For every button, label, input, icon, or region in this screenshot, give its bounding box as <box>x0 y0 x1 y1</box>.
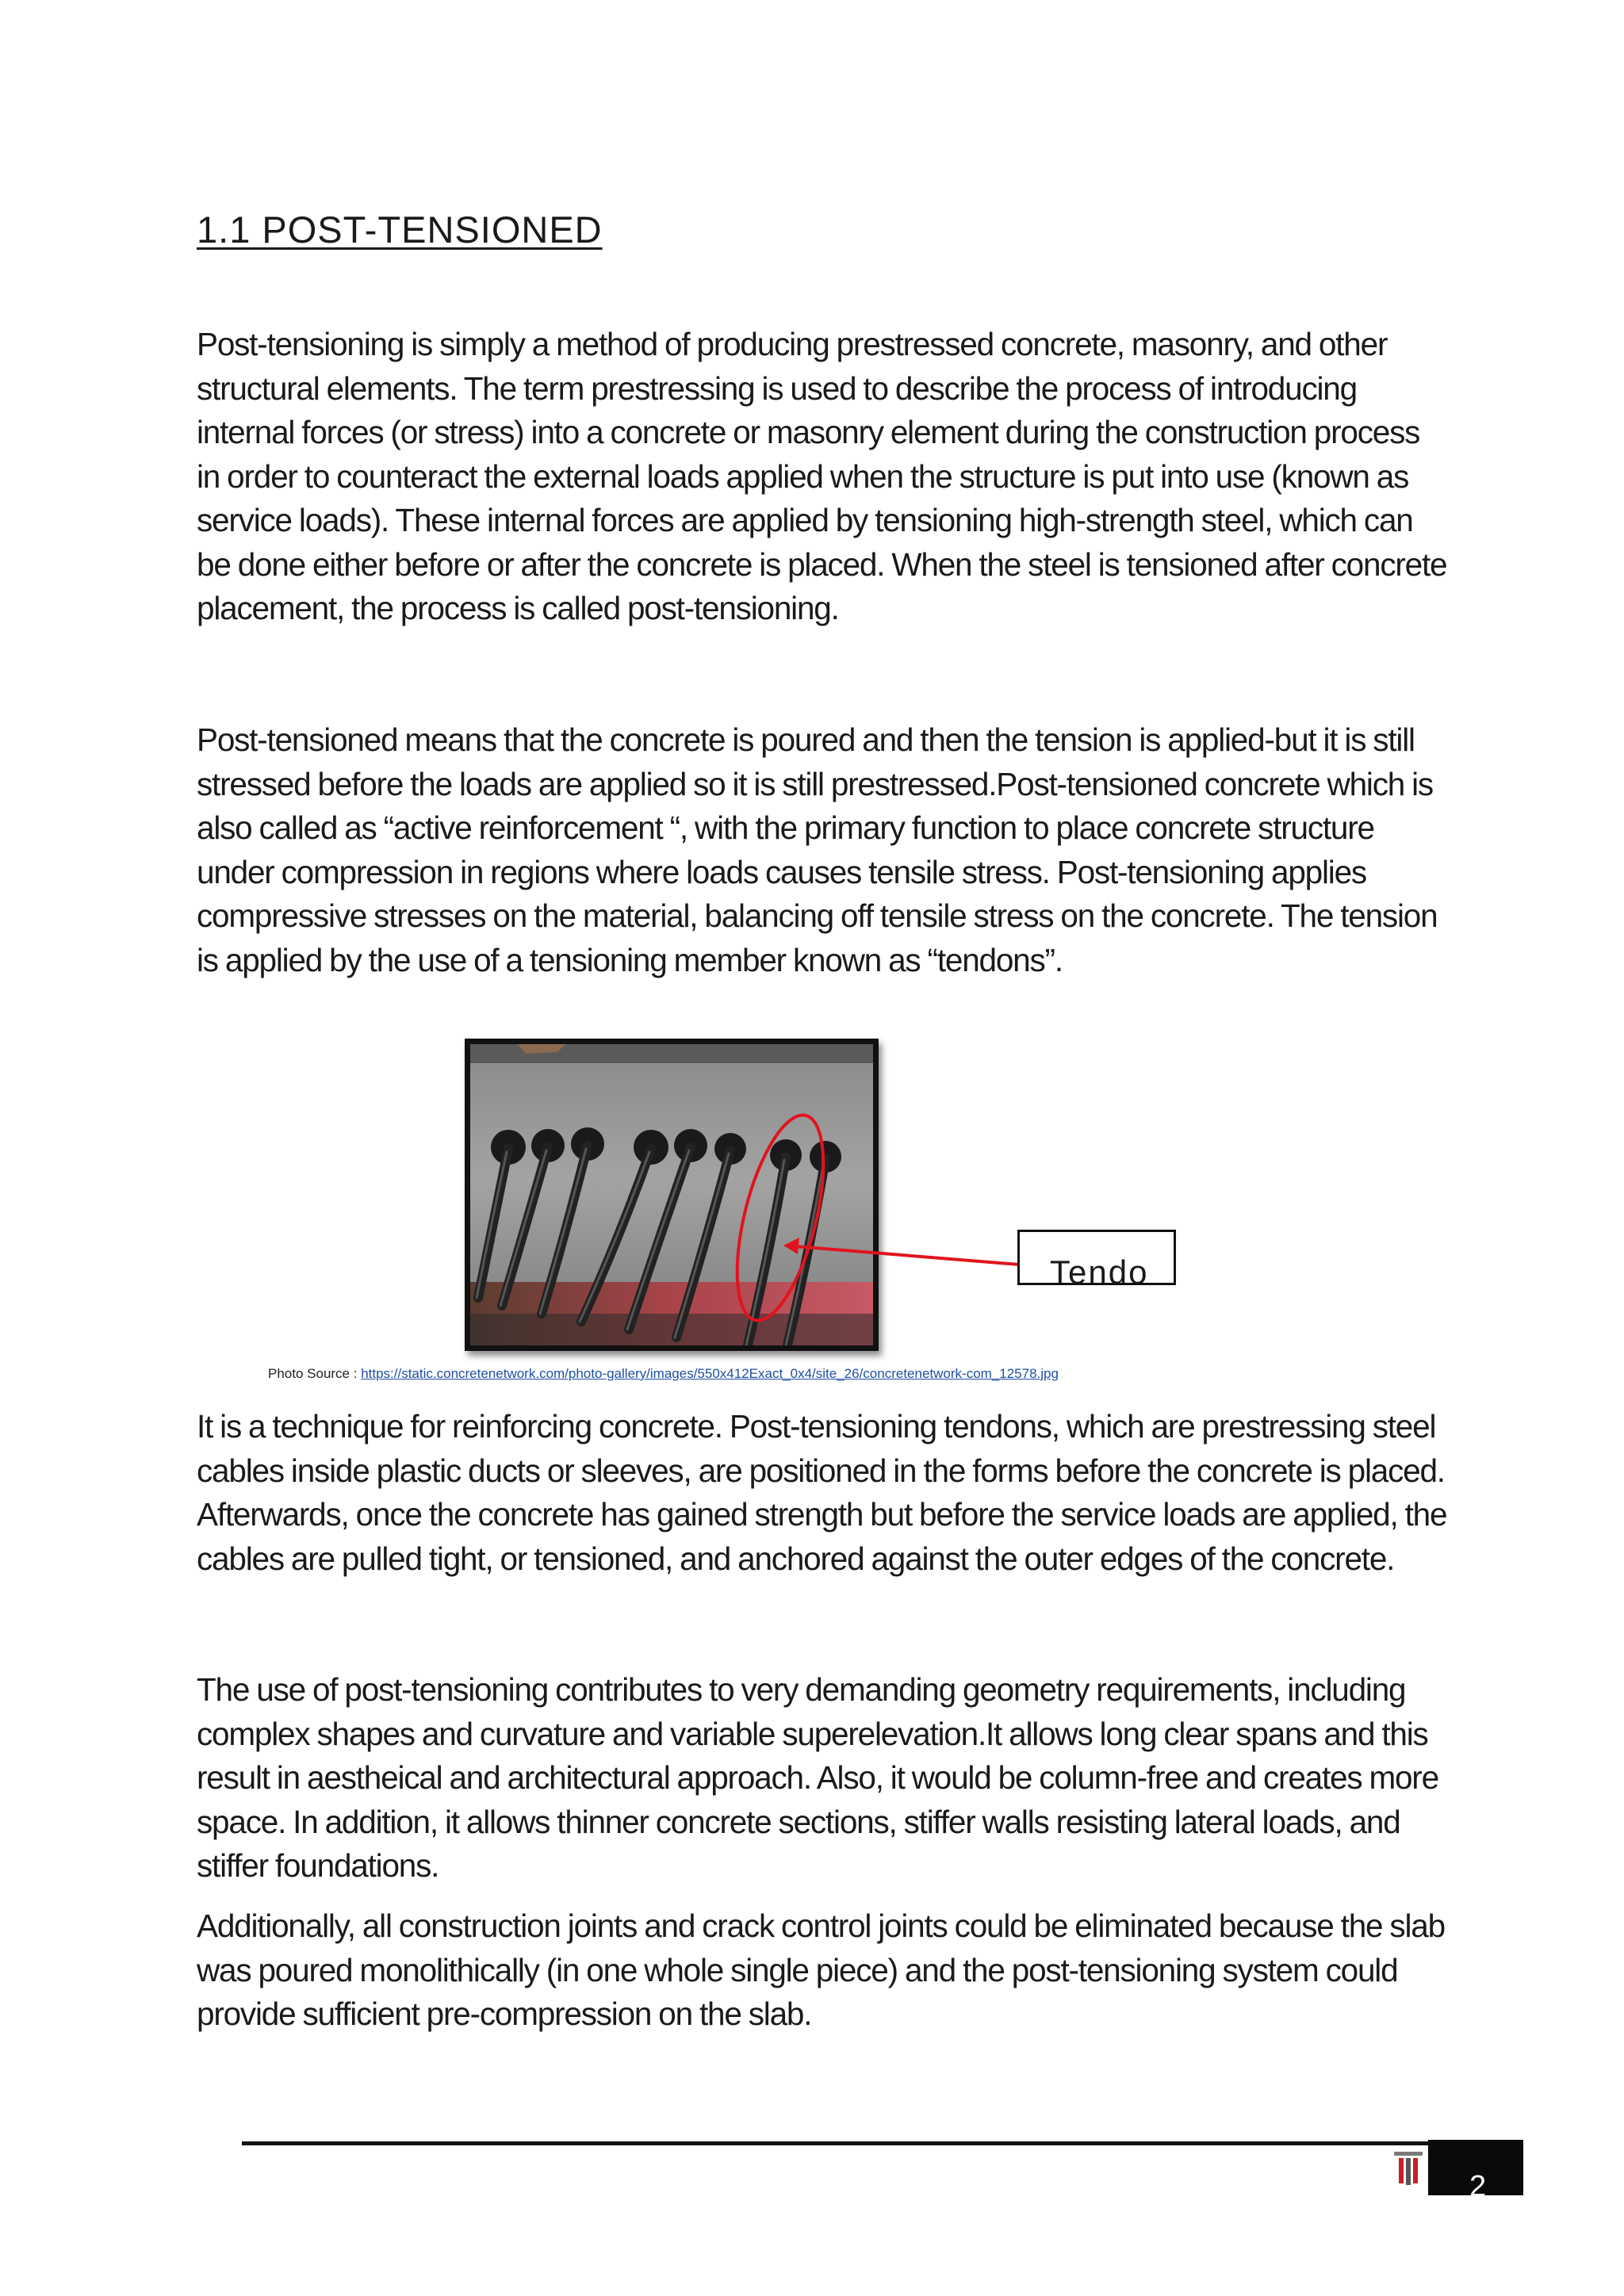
university-logo-icon <box>1392 2149 1424 2187</box>
paragraph-5: Additionally, all construction joints and crack control joints could be eliminated because the slab was poured monolithically (in one whole single piece) and the post-tensioning system could provide sufficient pre-compression on the slab. <box>197 1908 1445 2032</box>
footer-rule <box>242 2141 1431 2145</box>
paragraph-1: Post-tensioning is simply a method of producing prestressed concrete, masonry, and other structural elements. The term prestressing is used to describe the process of introducing internal forces (or stress) into a concrete or masonry element during the construction process in order to counteract the external loads applied when the structure is put into use (known as service loads). These internal forces are applied by tensioning high-strength steel, which can be done either before or after the concrete is placed. When the steel is tensioned after concrete placement, the process is called post-tensioning. <box>197 326 1447 626</box>
tendon-callout-text: Tendo <box>1050 1253 1149 1285</box>
photo-source-prefix: Photo Source : <box>268 1366 362 1381</box>
photo-source-link[interactable]: https://static.concretenetwork.com/photo-gallery/images/550x412Exact_0x4/site_26/concretenetwork-com_12578.jpg <box>361 1366 1059 1381</box>
tendons-photo <box>465 1039 879 1351</box>
section-heading: 1.1 POST-TENSIONED <box>197 209 603 251</box>
photo-source-caption <box>268 1366 1059 1382</box>
paragraph-3: It is a technique for reinforcing concrete. Post-tensioning tendons, which are prestressing steel cables inside plastic ducts or sleeves, are positioned in the forms before the concrete is placed. Afterwards, once the concrete has gained strength but before the service loads are applied, the cables are pulled tight, or tensioned, and anchored against the outer edges of the concrete. <box>197 1408 1447 1577</box>
page-number-badge <box>1428 2140 1523 2195</box>
tendon-callout-label <box>1017 1230 1176 1285</box>
tendons-photo-illustration <box>470 1044 873 1345</box>
paragraph-2: Post-tensioned means that the concrete is poured and then the tension is applied-but it is still stressed before the loads are applied so it is still prestressed.Post-tensioned concrete which is also called as “active reinforcement “, with the primary function to place concrete structure under compression in regions where loads causes tensile stress. Post-tensioning applies compressive stresses on the material, balancing off tensile stress on the concrete. The tension is applied by the use of a tensioning member known as “tendons”. <box>197 721 1438 978</box>
page-number: 2 <box>1469 2170 1487 2195</box>
paragraph-4: The use of post-tensioning contributes to very demanding geometry requirements, including complex shapes and curvature and variable superelevation.It allows long clear spans and this result in aestheical and architectural approach. Also, it would be column-free and creates more space. In addition, it allows thinner concrete sections, stiffer walls resisting lateral loads, and stiffer foundations. <box>197 1671 1438 1884</box>
